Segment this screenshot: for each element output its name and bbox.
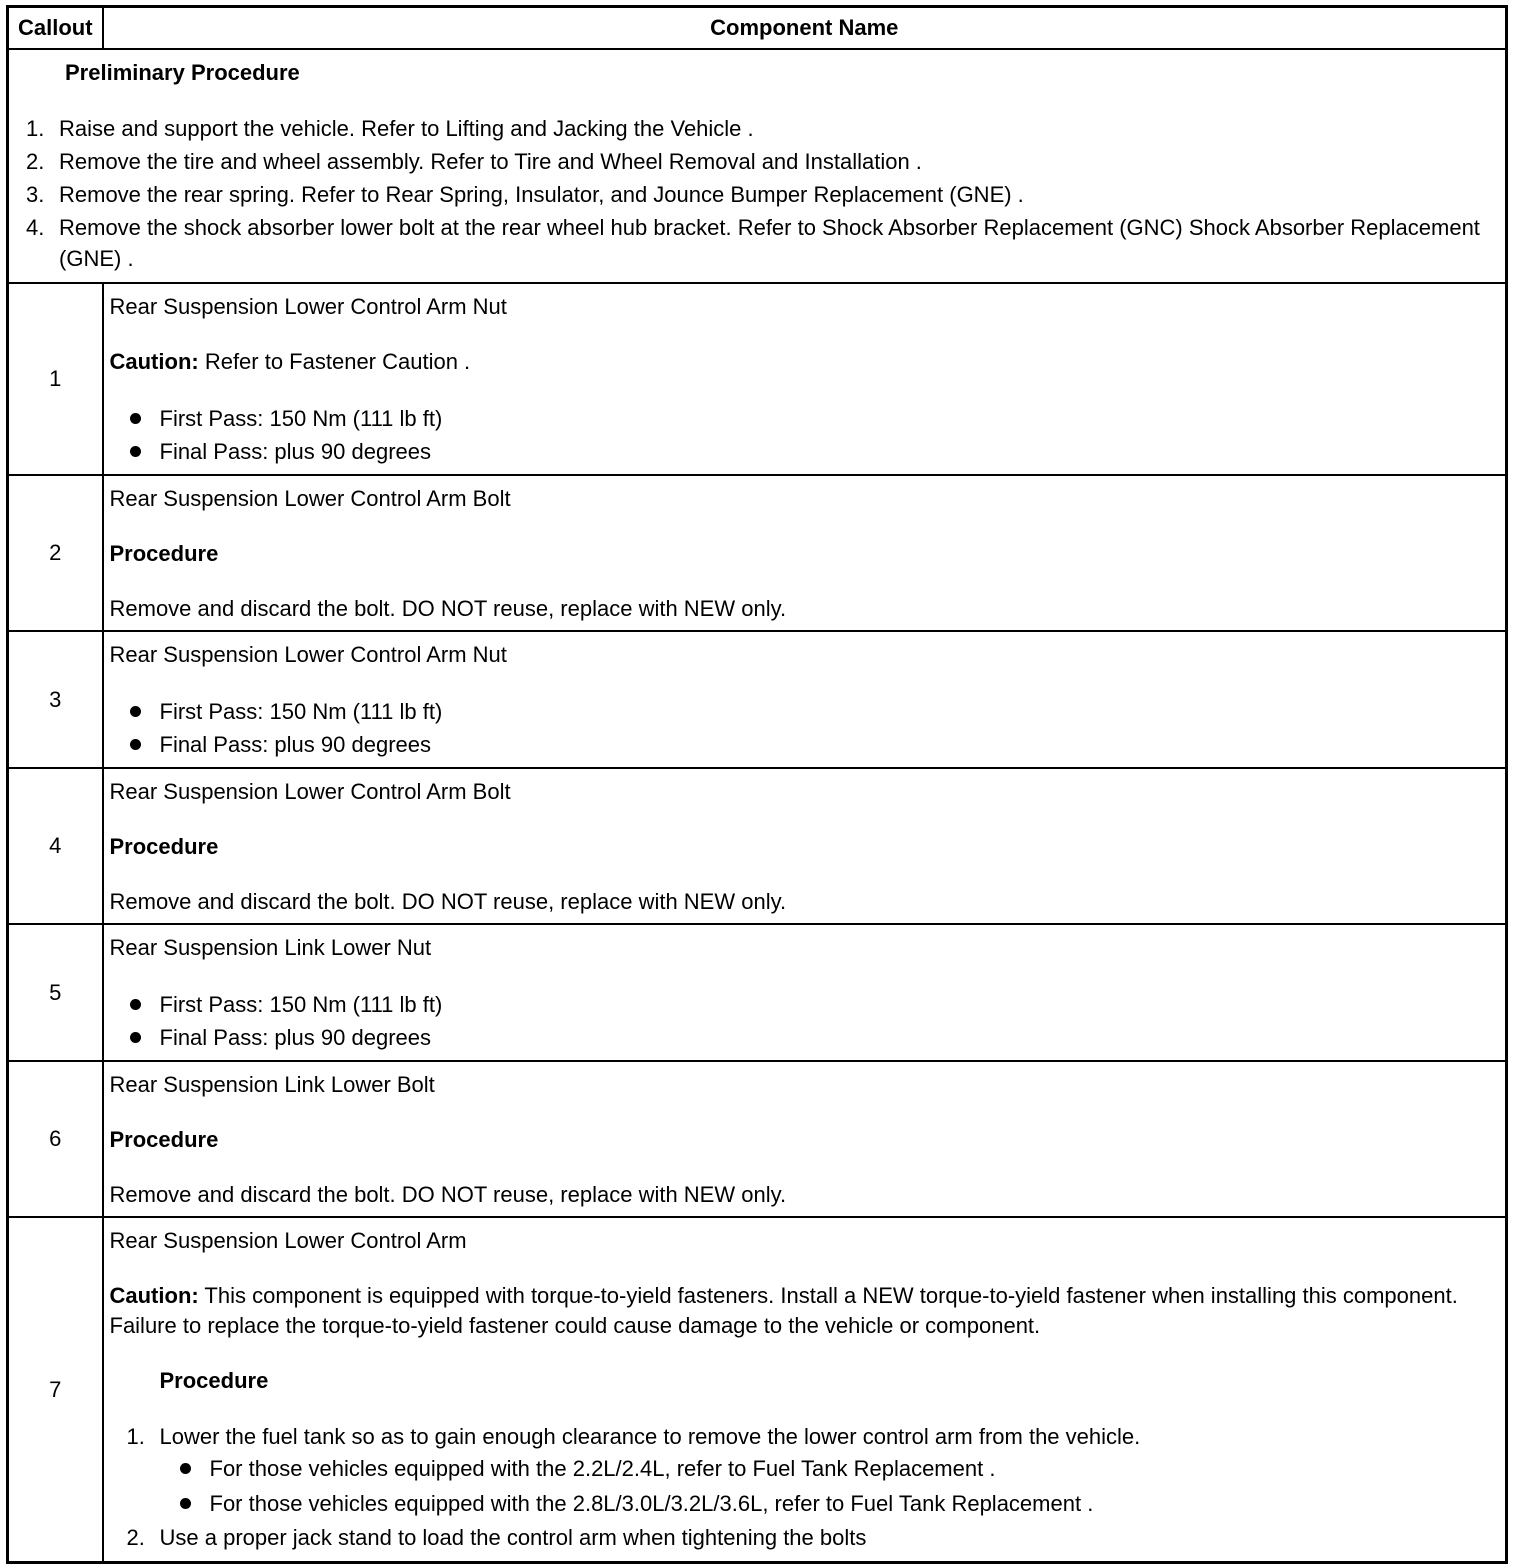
table-row xyxy=(8,631,1507,768)
callout-number: 2 xyxy=(8,475,103,631)
caution-note: Caution: Refer to Fastener Caution . xyxy=(109,349,471,374)
torque-specs xyxy=(110,695,1500,761)
bullet-icon xyxy=(130,413,141,424)
list-item: 2. Remove the tire and wheel assembly. Refer to Tire and Wheel Removal and Installation . xyxy=(26,149,922,174)
list-item: 1. Lower the fuel tank so as to gain enough clearance to remove the lower control arm from the vehicle. For those vehicles equipped with the 2.2L/2.4L, refer to Fuel Tank Replacement . For those vehicles equipped with the 2.8L/3.0L/3.2L/3.6L, refer to Fuel Tank Replacement . xyxy=(110,1421,1500,1520)
list-item: For those vehicles equipped with the 2.8L/3.0L/3.2L/3.6L, refer to Fuel Tank Replacement . xyxy=(160,1487,1500,1520)
list-item: First Pass: 150 Nm (111 lb ft) xyxy=(110,988,1500,1021)
component-name: Rear Suspension Link Lower Nut xyxy=(109,935,432,960)
caution-note: Caution: This component is equipped with torque-to-yield fasteners. Install a NEW torque-to-yield fastener when installing this component. Failure to replace the torque-to-yield fastener could cause damage to the vehicle or component. xyxy=(109,1283,1458,1338)
list-item: Final Pass: plus 90 degrees xyxy=(110,435,1500,468)
list-item: Final Pass: plus 90 degrees xyxy=(110,1021,1500,1054)
component-name: Rear Suspension Lower Control Arm Bolt xyxy=(109,486,511,511)
preliminary-steps xyxy=(9,113,1499,274)
bullet-icon xyxy=(130,739,141,750)
callout-number: 5 xyxy=(8,924,103,1061)
torque-specs xyxy=(110,988,1500,1054)
procedure-text: Remove and discard the bolt. DO NOT reuse, replace with NEW only. xyxy=(109,596,787,621)
procedure-heading: Procedure xyxy=(109,1127,219,1152)
procedure-heading: Procedure xyxy=(109,834,219,859)
component-name: Rear Suspension Lower Control Arm Nut xyxy=(109,642,507,667)
list-item: First Pass: 150 Nm (111 lb ft) xyxy=(110,402,1500,435)
preliminary-row xyxy=(8,49,1507,283)
component-name: Rear Suspension Link Lower Bolt xyxy=(109,1072,435,1097)
list-item: 3. Remove the rear spring. Refer to Rear Spring, Insulator, and Jounce Bumper Replacement (GNE) . xyxy=(26,182,1024,207)
table-row xyxy=(8,1217,1507,1563)
bullet-icon xyxy=(130,446,141,457)
table-row xyxy=(8,924,1507,1061)
component-name: Rear Suspension Lower Control Arm xyxy=(109,1228,467,1253)
procedure-heading: Procedure xyxy=(109,541,219,566)
table-row xyxy=(8,475,1507,631)
table-header-row xyxy=(8,7,1507,50)
callout-number: 1 xyxy=(8,283,103,475)
procedure-steps xyxy=(110,1421,1500,1553)
list-item: Final Pass: plus 90 degrees xyxy=(110,728,1500,761)
table-row xyxy=(8,768,1507,924)
torque-specs xyxy=(110,402,1500,468)
table-row xyxy=(8,1061,1507,1217)
bullet-icon xyxy=(180,1498,191,1509)
list-item: 2. Use a proper jack stand to load the control arm when tightening the bolts xyxy=(126,1525,867,1550)
bullet-icon xyxy=(180,1463,191,1474)
procedure-heading: Procedure xyxy=(159,1368,269,1393)
list-item: 4. Remove the shock absorber lower bolt at the rear wheel hub bracket. Refer to Shock Absorber Replacement (GNC) Shock Absorber Replacement (GNE) . xyxy=(26,215,1480,271)
callout-number: 7 xyxy=(8,1217,103,1563)
callout-number: 3 xyxy=(8,631,103,768)
component-name: Rear Suspension Lower Control Arm Bolt xyxy=(109,779,511,804)
sub-bullets xyxy=(160,1452,1500,1520)
bullet-icon xyxy=(130,999,141,1010)
header-callout: Callout xyxy=(8,7,103,50)
list-item: For those vehicles equipped with the 2.2L/2.4L, refer to Fuel Tank Replacement . xyxy=(160,1452,1500,1485)
callout-number: 6 xyxy=(8,1061,103,1217)
procedure-text: Remove and discard the bolt. DO NOT reuse, replace with NEW only. xyxy=(109,889,787,914)
bullet-icon xyxy=(130,706,141,717)
header-component-name: Component Name xyxy=(103,7,1507,50)
list-item: 1. Raise and support the vehicle. Refer to Lifting and Jacking the Vehicle . xyxy=(26,116,754,141)
list-item: First Pass: 150 Nm (111 lb ft) xyxy=(110,695,1500,728)
bullet-icon xyxy=(130,1032,141,1043)
procedure-text: Remove and discard the bolt. DO NOT reuse, replace with NEW only. xyxy=(109,1182,787,1207)
component-name: Rear Suspension Lower Control Arm Nut xyxy=(109,294,507,319)
table-row xyxy=(8,283,1507,475)
component-table xyxy=(6,5,1508,1564)
callout-number: 4 xyxy=(8,768,103,924)
preliminary-title: Preliminary Procedure xyxy=(65,60,300,85)
